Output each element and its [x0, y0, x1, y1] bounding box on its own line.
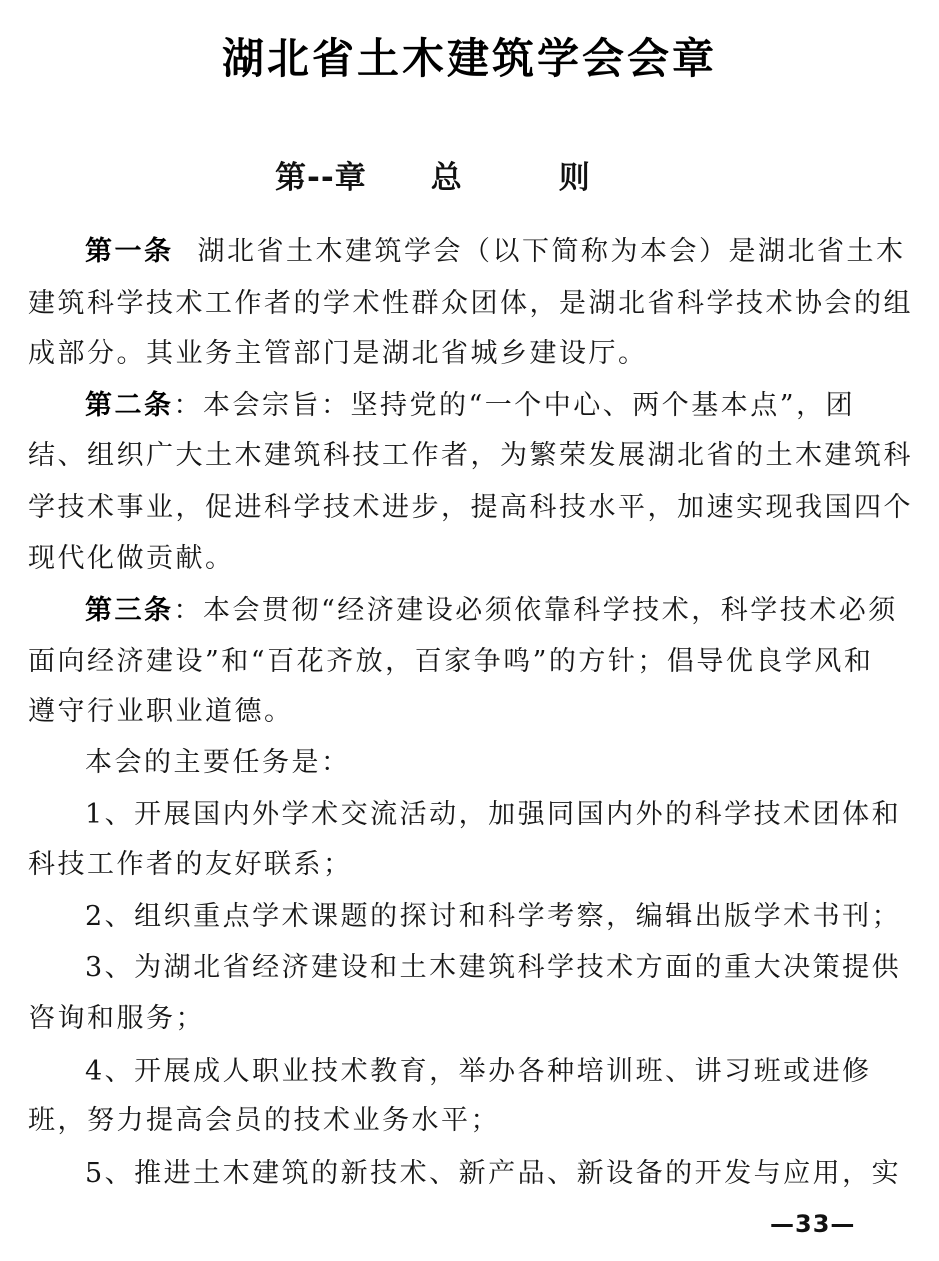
article-3-label: 第三条 — [85, 595, 174, 626]
article-3-line-1 — [85, 595, 914, 627]
task-5-line-1: 5、推进土木建筑的新技术、新产品、新设备的开发与应用，实 — [85, 1158, 902, 1189]
article-2-line-1 — [85, 390, 914, 422]
article-1-text-1: 湖北省土木建筑学会（以下简称为本会）是湖北省土木 — [197, 236, 906, 267]
tasks-intro: 本会的主要任务是： — [85, 747, 351, 778]
article-2-line-3: 学技术事业，促进科学技术进步，提高科技水平，加速实现我国四个 — [28, 492, 913, 523]
article-2-label: 第二条 — [85, 390, 174, 421]
task-4-line-1: 4、开展成人职业技术教育，举办各种培训班、讲习班或进修 — [85, 1056, 872, 1087]
page-number: —33— — [770, 1210, 856, 1238]
article-1-line-3: 成部分。其业务主管部门是湖北省城乡建设厅。 — [28, 338, 648, 369]
article-3-line-3: 遵守行业职业道德。 — [28, 696, 294, 727]
chapter-heading: 第--章 总 则 — [275, 160, 591, 196]
article-3-text-1: ：本会贯彻“经济建设必须依靠科学技术，科学技术必须 — [173, 595, 898, 626]
article-1-line-1 — [85, 236, 914, 268]
article-3-line-2: 面向经济建设”和“百花齐放，百家争鸣”的方针；倡导优良学风和 — [28, 646, 874, 677]
task-3-line-2: 咨询和服务； — [28, 1003, 205, 1034]
document-title: 湖北省土木建筑学会会章 — [221, 34, 717, 83]
article-2-line-4: 现代化做贡献。 — [28, 543, 235, 574]
task-4-line-2: 班，努力提高会员的技术业务水平； — [28, 1105, 500, 1136]
article-1-line-2: 建筑科学技术工作者的学术性群众团体，是湖北省科学技术协会的组 — [28, 288, 913, 319]
task-1-line-2: 科技工作者的友好联系； — [28, 849, 353, 880]
task-3-line-1: 3、为湖北省经济建设和土木建筑科学技术方面的重大决策提供 — [85, 952, 902, 983]
article-2-text-1: ：本会宗旨：坚持党的“一个中心、两个基本点”，团 — [173, 390, 856, 421]
article-2-line-2: 结、组织广大土木建筑科技工作者，为繁荣发展湖北省的土木建筑科 — [28, 440, 913, 471]
article-1-label: 第一条 — [85, 236, 174, 267]
task-1-line-1: 1、开展国内外学术交流活动，加强同国内外的科学技术团体和 — [85, 799, 902, 830]
task-2-line-1: 2、组织重点学术课题的探讨和科学考察，编辑出版学术书刊； — [85, 901, 902, 932]
